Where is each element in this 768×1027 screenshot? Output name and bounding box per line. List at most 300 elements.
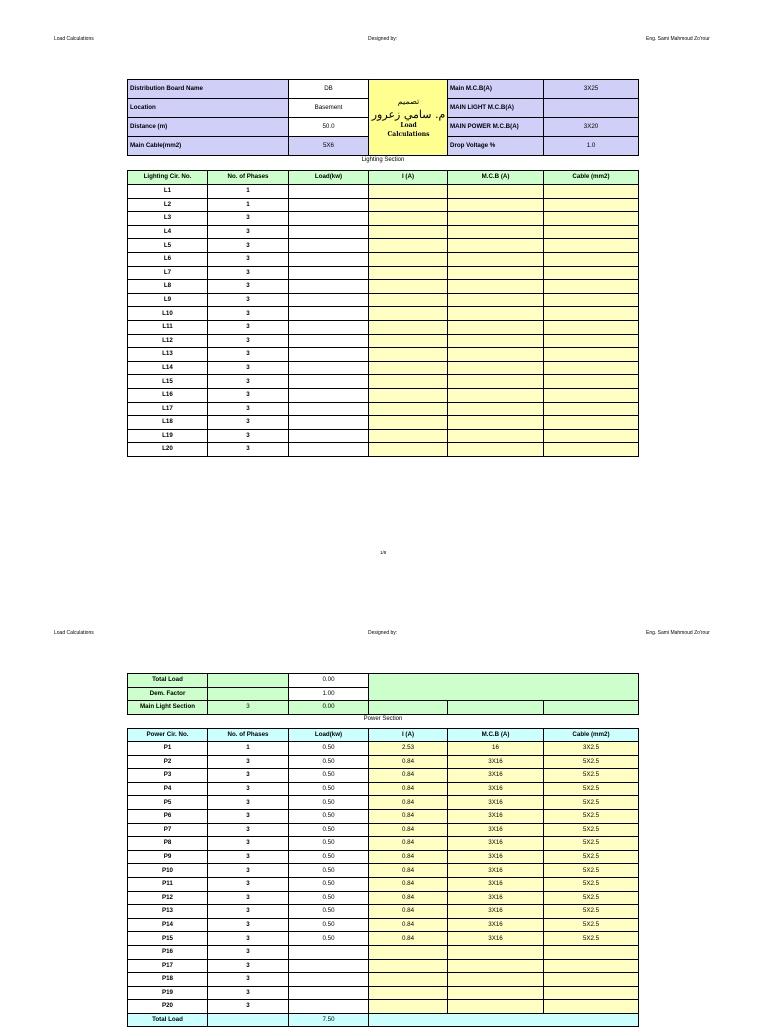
power-mcb-cell: 3X16 [448, 823, 544, 837]
lighting-mcb-cell [448, 402, 544, 416]
lighting-table [127, 170, 639, 457]
lighting-current-cell [369, 416, 448, 430]
lighting-phases-cell[interactable]: 3 [208, 225, 289, 239]
lighting-mcb-cell [448, 375, 544, 389]
lighting-section-title: Lighting Section [361, 157, 405, 163]
lighting-current-cell [369, 212, 448, 226]
table-row [128, 212, 639, 226]
power-load-cell[interactable]: 0.50 [289, 877, 369, 891]
power-current-cell [369, 973, 448, 987]
power-cable-cell [544, 1000, 639, 1014]
power-phases-cell[interactable]: 3 [208, 850, 289, 864]
lighting-load-cell[interactable] [289, 293, 369, 307]
location-value[interactable]: Basement [289, 99, 369, 118]
lighting-current-cell [369, 402, 448, 416]
lighting-mcb-cell [448, 429, 544, 443]
table-row [128, 293, 639, 307]
lighting-phases-cell[interactable]: 3 [208, 266, 289, 280]
power-phases-cell[interactable]: 3 [208, 959, 289, 973]
power-column-header: Cable (mm2) [544, 729, 639, 742]
power-current-cell: 2.53 [369, 742, 448, 756]
power-mcb-cell [448, 945, 544, 959]
lighting-phases-cell[interactable]: 3 [208, 212, 289, 226]
power-mcb-cell [448, 1000, 544, 1014]
totals-blank-area [369, 674, 639, 701]
table-row [128, 198, 639, 212]
lighting-current-cell [369, 252, 448, 266]
lighting-mcb-cell [448, 239, 544, 253]
table-row [128, 837, 639, 851]
table-row [128, 782, 639, 796]
lighting-current-cell [369, 225, 448, 239]
power-mcb-cell [448, 959, 544, 973]
power-phases-cell[interactable]: 3 [208, 1000, 289, 1014]
power-circuit-number-cell: P17 [128, 959, 208, 973]
lighting-circuit-number-cell: L20 [128, 443, 208, 457]
power-load-cell[interactable] [289, 986, 369, 1000]
table-row [128, 429, 639, 443]
lighting-phases-cell[interactable]: 1 [208, 198, 289, 212]
lighting-circuit-number-cell: L10 [128, 307, 208, 321]
lighting-cable-cell [544, 348, 639, 362]
power-phases-cell[interactable]: 3 [208, 809, 289, 823]
power-current-cell [369, 986, 448, 1000]
power-column-header: No. of Phases [208, 729, 289, 742]
lighting-current-cell [369, 198, 448, 212]
power-cable-cell: 5X2.5 [544, 891, 639, 905]
power-load-cell[interactable]: 0.50 [289, 823, 369, 837]
lighting-mcb-cell [448, 307, 544, 321]
table-row [128, 280, 639, 294]
table-row [128, 252, 639, 266]
power-current-cell [369, 1000, 448, 1014]
lighting-current-cell [369, 320, 448, 334]
power-cable-cell: 3X2.5 [544, 742, 639, 756]
page2-header-left: Load Calculations [54, 630, 94, 636]
power-total-label: Total Load [128, 1013, 208, 1027]
power-cable-cell: 5X2.5 [544, 769, 639, 783]
lighting-current-cell [369, 307, 448, 321]
power-phases-cell[interactable]: 3 [208, 986, 289, 1000]
table-row [128, 918, 639, 932]
power-load-cell[interactable]: 0.50 [289, 918, 369, 932]
lighting-phases-cell[interactable]: 3 [208, 402, 289, 416]
power-load-cell[interactable]: 0.50 [289, 905, 369, 919]
lighting-phases-cell[interactable]: 3 [208, 443, 289, 457]
power-circuit-number-cell: P19 [128, 986, 208, 1000]
power-cable-cell: 5X2.5 [544, 837, 639, 851]
main-mcb-value: 3X25 [544, 80, 639, 99]
lighting-cable-cell [544, 361, 639, 375]
location-label: Location [128, 99, 289, 118]
power-mcb-cell [448, 973, 544, 987]
lighting-load-cell[interactable] [289, 443, 369, 457]
power-circuit-number-cell: P11 [128, 877, 208, 891]
power-load-cell[interactable]: 0.50 [289, 850, 369, 864]
lighting-load-cell[interactable] [289, 334, 369, 348]
table-row [128, 973, 639, 987]
lighting-load-cell[interactable] [289, 429, 369, 443]
lighting-circuit-number-cell: L14 [128, 361, 208, 375]
table-row [128, 945, 639, 959]
lighting-mcb-cell [448, 388, 544, 402]
lighting-load-cell[interactable] [289, 361, 369, 375]
page1-header-center: Designed by: [368, 36, 398, 42]
distance-value[interactable]: 50.0 [289, 118, 369, 137]
lighting-circuit-number-cell: L5 [128, 239, 208, 253]
total-load-value: 0.00 [289, 674, 369, 688]
power-phases-cell[interactable]: 3 [208, 945, 289, 959]
dem-factor-value[interactable]: 1.00 [289, 687, 369, 701]
distance-label: Distance (m) [128, 118, 289, 137]
power-cable-cell: 5X2.5 [544, 864, 639, 878]
lighting-cable-cell [544, 416, 639, 430]
lighting-load-cell[interactable] [289, 388, 369, 402]
lighting-load-cell[interactable] [289, 212, 369, 226]
power-current-cell: 0.84 [369, 755, 448, 769]
power-total-blank-area [369, 1013, 639, 1027]
table-row [128, 850, 639, 864]
lighting-phases-cell[interactable]: 3 [208, 320, 289, 334]
table-row [128, 266, 639, 280]
lighting-totals-table [127, 673, 639, 715]
power-phases-cell[interactable]: 3 [208, 918, 289, 932]
lighting-circuit-number-cell: L8 [128, 280, 208, 294]
power-phases-cell[interactable]: 3 [208, 837, 289, 851]
power-mcb-cell: 3X16 [448, 769, 544, 783]
power-cable-cell [544, 986, 639, 1000]
power-table [127, 728, 639, 1027]
lighting-circuit-number-cell: L12 [128, 334, 208, 348]
power-current-cell: 0.84 [369, 864, 448, 878]
power-circuit-number-cell: P16 [128, 945, 208, 959]
power-cable-cell: 5X2.5 [544, 918, 639, 932]
power-column-header: Power Cir. No. [128, 729, 208, 742]
power-circuit-number-cell: P10 [128, 864, 208, 878]
lighting-cable-cell [544, 388, 639, 402]
main-light-section-mcb [448, 701, 544, 715]
power-current-cell: 0.84 [369, 905, 448, 919]
lighting-phases-cell[interactable]: 3 [208, 307, 289, 321]
lighting-phases-cell[interactable]: 3 [208, 334, 289, 348]
lighting-mcb-cell [448, 252, 544, 266]
total-load-blank [208, 674, 289, 688]
lighting-mcb-cell [448, 320, 544, 334]
power-circuit-number-cell: P13 [128, 905, 208, 919]
table-row [128, 809, 639, 823]
lighting-mcb-cell [448, 266, 544, 280]
lighting-cable-cell [544, 198, 639, 212]
power-header-row [128, 729, 639, 742]
lighting-circuit-number-cell: L18 [128, 416, 208, 430]
lighting-load-cell[interactable] [289, 225, 369, 239]
power-cable-cell: 5X2.5 [544, 823, 639, 837]
table-row [128, 769, 639, 783]
lighting-circuit-number-cell: L4 [128, 225, 208, 239]
lighting-load-cell[interactable] [289, 266, 369, 280]
main-cable-label: Main Cable(mm2) [128, 137, 289, 156]
main-power-mcb-label: MAIN POWER M.C.B(A) [448, 118, 544, 137]
table-row [128, 1000, 639, 1014]
power-column-header: I (A) [369, 729, 448, 742]
power-current-cell: 0.84 [369, 769, 448, 783]
power-phases-cell[interactable]: 3 [208, 782, 289, 796]
table-row [128, 375, 639, 389]
power-circuit-number-cell: P12 [128, 891, 208, 905]
main-light-section-label: Main Light Section [128, 701, 208, 715]
stamp-line3: Load [400, 122, 417, 129]
page1-header-right: Eng. Sami Mahmoud Zo'rour [646, 36, 710, 42]
main-cable-value: 5X6 [289, 137, 369, 156]
lighting-current-cell [369, 388, 448, 402]
lighting-phases-cell[interactable]: 1 [208, 185, 289, 199]
lighting-phases-cell[interactable]: 3 [208, 375, 289, 389]
lighting-phases-cell[interactable]: 3 [208, 348, 289, 362]
power-mcb-cell: 16 [448, 742, 544, 756]
lighting-circuit-number-cell: L13 [128, 348, 208, 362]
lighting-load-cell[interactable] [289, 307, 369, 321]
table-row [128, 877, 639, 891]
lighting-load-cell[interactable] [289, 198, 369, 212]
power-phases-cell[interactable]: 3 [208, 891, 289, 905]
lighting-load-cell[interactable] [289, 320, 369, 334]
lighting-cable-cell [544, 252, 639, 266]
lighting-phases-cell[interactable]: 3 [208, 429, 289, 443]
lighting-load-cell[interactable] [289, 348, 369, 362]
lighting-load-cell[interactable] [289, 185, 369, 199]
lighting-circuit-number-cell: L15 [128, 375, 208, 389]
power-phases-cell[interactable]: 3 [208, 905, 289, 919]
lighting-circuit-number-cell: L16 [128, 388, 208, 402]
lighting-load-cell[interactable] [289, 416, 369, 430]
power-cable-cell: 5X2.5 [544, 932, 639, 946]
power-load-cell[interactable]: 0.50 [289, 864, 369, 878]
lighting-mcb-cell [448, 212, 544, 226]
power-mcb-cell: 3X16 [448, 782, 544, 796]
lighting-cable-cell [544, 307, 639, 321]
power-mcb-cell: 3X16 [448, 932, 544, 946]
lighting-column-header: Load(kw) [289, 171, 369, 185]
power-mcb-cell: 3X16 [448, 755, 544, 769]
lighting-cable-cell [544, 280, 639, 294]
power-mcb-cell: 3X16 [448, 850, 544, 864]
lighting-phases-cell[interactable]: 3 [208, 388, 289, 402]
power-current-cell [369, 959, 448, 973]
table-row [128, 402, 639, 416]
power-current-cell: 0.84 [369, 823, 448, 837]
power-current-cell: 0.84 [369, 809, 448, 823]
lighting-current-cell [369, 361, 448, 375]
power-circuit-number-cell: P6 [128, 809, 208, 823]
power-phases-cell[interactable]: 3 [208, 755, 289, 769]
power-cable-cell [544, 945, 639, 959]
power-load-cell[interactable]: 0.50 [289, 769, 369, 783]
lighting-cable-cell [544, 293, 639, 307]
lighting-current-cell [369, 348, 448, 362]
table-row [128, 864, 639, 878]
lighting-circuit-number-cell: L2 [128, 198, 208, 212]
power-mcb-cell: 3X16 [448, 905, 544, 919]
lighting-current-cell [369, 443, 448, 457]
lighting-load-cell[interactable] [289, 375, 369, 389]
power-cable-cell [544, 959, 639, 973]
drop-voltage-label: Drop Voltage % [448, 137, 544, 156]
power-load-cell[interactable]: 0.50 [289, 932, 369, 946]
main-light-section-phases: 3 [208, 701, 289, 715]
table-row [128, 443, 639, 457]
lighting-circuit-number-cell: L17 [128, 402, 208, 416]
lighting-column-header: Cable (mm2) [544, 171, 639, 185]
table-row [128, 932, 639, 946]
power-load-cell[interactable]: 0.50 [289, 837, 369, 851]
power-phases-cell[interactable]: 3 [208, 877, 289, 891]
lighting-phases-cell[interactable]: 3 [208, 252, 289, 266]
lighting-cable-cell [544, 185, 639, 199]
lighting-column-header: I (A) [369, 171, 448, 185]
lighting-mcb-cell [448, 293, 544, 307]
power-phases-cell[interactable]: 3 [208, 973, 289, 987]
power-load-cell[interactable] [289, 973, 369, 987]
lighting-mcb-cell [448, 416, 544, 430]
lighting-cable-cell [544, 320, 639, 334]
power-current-cell: 0.84 [369, 877, 448, 891]
lighting-column-header: M.C.B (A) [448, 171, 544, 185]
stamp-line4: Calculations [387, 131, 430, 138]
stamp-line1: تصميم [397, 97, 420, 106]
power-current-cell: 0.84 [369, 891, 448, 905]
power-current-cell: 0.84 [369, 932, 448, 946]
lighting-column-header: No. of Phases [208, 171, 289, 185]
power-mcb-cell [448, 986, 544, 1000]
power-mcb-cell: 3X16 [448, 796, 544, 810]
main-light-section-current [369, 701, 448, 715]
lighting-circuit-number-cell: L7 [128, 266, 208, 280]
power-current-cell: 0.84 [369, 918, 448, 932]
total-load-label: Total Load [128, 674, 208, 688]
lighting-load-cell[interactable] [289, 239, 369, 253]
lighting-current-cell [369, 280, 448, 294]
power-phases-cell[interactable]: 3 [208, 823, 289, 837]
table-row [128, 742, 639, 756]
stamp-line2: م. سامي زعرور [371, 108, 446, 121]
power-phases-cell[interactable]: 3 [208, 864, 289, 878]
lighting-cable-cell [544, 402, 639, 416]
table-row [128, 796, 639, 810]
table-row [128, 348, 639, 362]
power-current-cell: 0.84 [369, 837, 448, 851]
power-load-cell[interactable]: 0.50 [289, 891, 369, 905]
power-circuit-number-cell: P14 [128, 918, 208, 932]
table-row [128, 320, 639, 334]
table-row [128, 307, 639, 321]
lighting-current-cell [369, 239, 448, 253]
power-load-cell[interactable]: 0.50 [289, 782, 369, 796]
power-cable-cell: 5X2.5 [544, 905, 639, 919]
power-load-cell[interactable] [289, 945, 369, 959]
distribution-board-info-table [127, 79, 639, 156]
lighting-load-cell[interactable] [289, 280, 369, 294]
lighting-load-cell[interactable] [289, 402, 369, 416]
drop-voltage-value: 1.0 [544, 137, 639, 156]
power-load-cell[interactable]: 0.50 [289, 742, 369, 756]
power-load-cell[interactable]: 0.50 [289, 755, 369, 769]
lighting-phases-cell[interactable]: 3 [208, 293, 289, 307]
lighting-phases-cell[interactable]: 3 [208, 361, 289, 375]
power-load-cell[interactable]: 0.50 [289, 796, 369, 810]
table-row [128, 225, 639, 239]
page1-number: 1/8 [380, 550, 387, 555]
board-name-label: Distribution Board Name [128, 80, 289, 99]
power-load-cell[interactable] [289, 1000, 369, 1014]
board-name-value[interactable]: DB [289, 80, 369, 99]
power-load-cell[interactable] [289, 959, 369, 973]
lighting-phases-cell[interactable]: 3 [208, 416, 289, 430]
lighting-cable-cell [544, 334, 639, 348]
lighting-mcb-cell [448, 198, 544, 212]
power-phases-cell[interactable]: 1 [208, 742, 289, 756]
lighting-circuit-number-cell: L3 [128, 212, 208, 226]
lighting-current-cell [369, 266, 448, 280]
power-current-cell: 0.84 [369, 850, 448, 864]
lighting-current-cell [369, 375, 448, 389]
power-phases-cell[interactable]: 3 [208, 796, 289, 810]
power-phases-cell[interactable]: 3 [208, 769, 289, 783]
lighting-header-row [128, 171, 639, 185]
power-circuit-number-cell: P4 [128, 782, 208, 796]
power-mcb-cell: 3X16 [448, 837, 544, 851]
table-row [128, 755, 639, 769]
lighting-phases-cell[interactable]: 3 [208, 239, 289, 253]
lighting-mcb-cell [448, 334, 544, 348]
power-circuit-number-cell: P3 [128, 769, 208, 783]
lighting-load-cell[interactable] [289, 252, 369, 266]
dem-factor-label: Dem. Factor [128, 687, 208, 701]
lighting-mcb-cell [448, 361, 544, 375]
lighting-circuit-number-cell: L1 [128, 185, 208, 199]
lighting-cable-cell [544, 375, 639, 389]
table-row [128, 185, 639, 199]
lighting-phases-cell[interactable]: 3 [208, 280, 289, 294]
main-light-mcb-label: MAIN LIGHT M.C.B(A) [448, 99, 544, 118]
table-row [128, 823, 639, 837]
power-cable-cell: 5X2.5 [544, 809, 639, 823]
power-mcb-cell: 3X16 [448, 864, 544, 878]
power-mcb-cell: 3X16 [448, 877, 544, 891]
designer-stamp [369, 80, 448, 156]
power-current-cell: 0.84 [369, 782, 448, 796]
lighting-mcb-cell [448, 185, 544, 199]
lighting-circuit-number-cell: L19 [128, 429, 208, 443]
power-column-header: M.C.B (A) [448, 729, 544, 742]
power-mcb-cell: 3X16 [448, 891, 544, 905]
lighting-circuit-number-cell: L11 [128, 320, 208, 334]
power-circuit-number-cell: P18 [128, 973, 208, 987]
power-cable-cell: 5X2.5 [544, 796, 639, 810]
main-light-section-load: 0.00 [289, 701, 369, 715]
power-circuit-number-cell: P15 [128, 932, 208, 946]
lighting-current-cell [369, 334, 448, 348]
power-cable-cell: 5X2.5 [544, 755, 639, 769]
power-phases-cell[interactable]: 3 [208, 932, 289, 946]
power-circuit-number-cell: P20 [128, 1000, 208, 1014]
power-total-value: 7.50 [289, 1013, 369, 1027]
power-circuit-number-cell: P7 [128, 823, 208, 837]
power-current-cell: 0.84 [369, 796, 448, 810]
power-load-cell[interactable]: 0.50 [289, 809, 369, 823]
lighting-cable-cell [544, 429, 639, 443]
main-light-section-cable [544, 701, 639, 715]
dem-factor-blank [208, 687, 289, 701]
